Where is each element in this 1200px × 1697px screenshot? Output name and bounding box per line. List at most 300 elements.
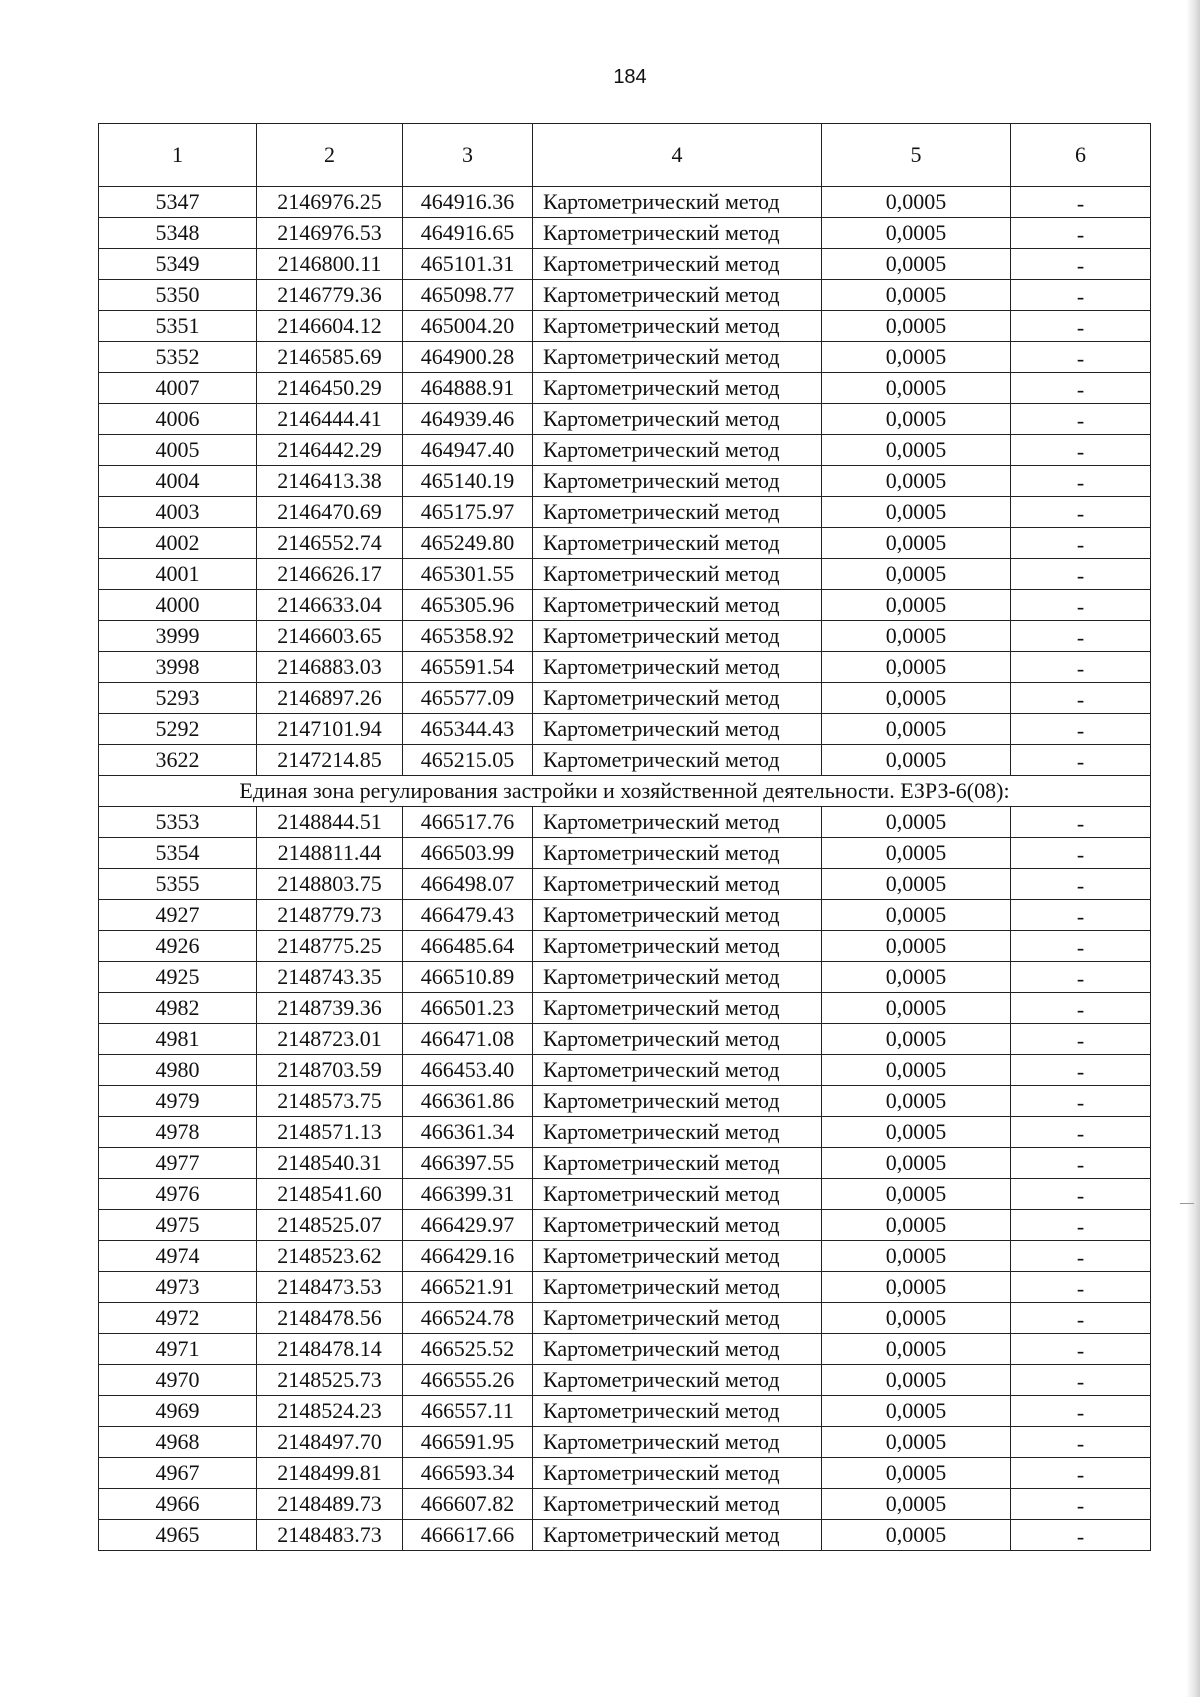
y-coordinate-cell: 465098.77: [403, 280, 533, 311]
note-cell: [1011, 1334, 1151, 1365]
dash-mark: -: [1076, 1245, 1085, 1270]
table-row: [99, 838, 1151, 869]
point-number-cell: 4007: [99, 373, 257, 404]
point-number-cell: 5351: [99, 311, 257, 342]
dash-mark: -: [1076, 377, 1085, 402]
dash-mark: -: [1076, 1183, 1085, 1208]
y-coordinate-cell: 465004.20: [403, 311, 533, 342]
point-number-cell: 3622: [99, 745, 257, 776]
accuracy-cell: 0,0005: [822, 807, 1011, 838]
accuracy-cell: 0,0005: [822, 1458, 1011, 1489]
table-row: [99, 187, 1151, 218]
method-cell: Картометрический метод: [533, 1520, 822, 1551]
note-cell: [1011, 1272, 1151, 1303]
method-cell: Картометрический метод: [533, 683, 822, 714]
y-coordinate-cell: 464916.65: [403, 218, 533, 249]
point-number-cell: 4925: [99, 962, 257, 993]
accuracy-cell: 0,0005: [822, 435, 1011, 466]
dash-mark: -: [1076, 532, 1085, 557]
table-row: [99, 404, 1151, 435]
table-row: [99, 466, 1151, 497]
accuracy-cell: 0,0005: [822, 1396, 1011, 1427]
table-row: [99, 1365, 1151, 1396]
y-coordinate-cell: 465140.19: [403, 466, 533, 497]
x-coordinate-cell: 2147214.85: [257, 745, 403, 776]
accuracy-cell: 0,0005: [822, 342, 1011, 373]
header-col-3: 3: [403, 124, 533, 187]
x-coordinate-cell: 2148844.51: [257, 807, 403, 838]
accuracy-cell: 0,0005: [822, 1272, 1011, 1303]
y-coordinate-cell: 466479.43: [403, 900, 533, 931]
method-cell: Картометрический метод: [533, 1458, 822, 1489]
dash-mark: -: [1076, 1431, 1085, 1456]
method-cell: Картометрический метод: [533, 280, 822, 311]
accuracy-cell: 0,0005: [822, 497, 1011, 528]
accuracy-cell: 0,0005: [822, 745, 1011, 776]
x-coordinate-cell: 2148541.60: [257, 1179, 403, 1210]
y-coordinate-cell: 464947.40: [403, 435, 533, 466]
method-cell: Картометрический метод: [533, 528, 822, 559]
table-row: [99, 1179, 1151, 1210]
note-cell: [1011, 1024, 1151, 1055]
dash-mark: -: [1076, 253, 1085, 278]
x-coordinate-cell: 2148478.56: [257, 1303, 403, 1334]
note-cell: [1011, 497, 1151, 528]
dash-mark: -: [1076, 687, 1085, 712]
note-cell: [1011, 404, 1151, 435]
note-cell: [1011, 621, 1151, 652]
y-coordinate-cell: 465591.54: [403, 652, 533, 683]
accuracy-cell: 0,0005: [822, 993, 1011, 1024]
y-coordinate-cell: 466555.26: [403, 1365, 533, 1396]
point-number-cell: 4001: [99, 559, 257, 590]
note-cell: [1011, 714, 1151, 745]
method-cell: Картометрический метод: [533, 466, 822, 497]
y-coordinate-cell: 466485.64: [403, 931, 533, 962]
dash-mark: -: [1076, 811, 1085, 836]
accuracy-cell: 0,0005: [822, 373, 1011, 404]
accuracy-cell: 0,0005: [822, 1148, 1011, 1179]
accuracy-cell: 0,0005: [822, 528, 1011, 559]
method-cell: Картометрический метод: [533, 652, 822, 683]
x-coordinate-cell: 2148571.13: [257, 1117, 403, 1148]
table-row: [99, 528, 1151, 559]
note-cell: [1011, 1303, 1151, 1334]
table-row: [99, 1396, 1151, 1427]
note-cell: [1011, 528, 1151, 559]
table-row: [99, 280, 1151, 311]
method-cell: Картометрический метод: [533, 745, 822, 776]
note-cell: [1011, 1520, 1151, 1551]
note-cell: [1011, 373, 1151, 404]
point-number-cell: 4979: [99, 1086, 257, 1117]
accuracy-cell: 0,0005: [822, 1024, 1011, 1055]
dash-mark: -: [1076, 439, 1085, 464]
dash-mark: -: [1076, 315, 1085, 340]
dash-mark: -: [1076, 1462, 1085, 1487]
table-row: [99, 745, 1151, 776]
x-coordinate-cell: 2148779.73: [257, 900, 403, 931]
x-coordinate-cell: 2146450.29: [257, 373, 403, 404]
dash-mark: -: [1076, 1028, 1085, 1053]
x-coordinate-cell: 2147101.94: [257, 714, 403, 745]
x-coordinate-cell: 2148803.75: [257, 869, 403, 900]
x-coordinate-cell: 2146883.03: [257, 652, 403, 683]
point-number-cell: 4981: [99, 1024, 257, 1055]
x-coordinate-cell: 2148525.73: [257, 1365, 403, 1396]
table-body-part2: [99, 807, 1151, 1551]
accuracy-cell: 0,0005: [822, 931, 1011, 962]
x-coordinate-cell: 2148524.23: [257, 1396, 403, 1427]
note-cell: [1011, 993, 1151, 1024]
accuracy-cell: 0,0005: [822, 218, 1011, 249]
note-cell: [1011, 931, 1151, 962]
table-row: [99, 931, 1151, 962]
table-row: [99, 1272, 1151, 1303]
point-number-cell: 5353: [99, 807, 257, 838]
table-row: [99, 342, 1151, 373]
section-block: [99, 776, 1151, 807]
table-row: [99, 993, 1151, 1024]
accuracy-cell: 0,0005: [822, 1055, 1011, 1086]
table-row: [99, 497, 1151, 528]
method-cell: Картометрический метод: [533, 807, 822, 838]
dash-mark: -: [1076, 408, 1085, 433]
dash-mark: -: [1076, 718, 1085, 743]
y-coordinate-cell: 465215.05: [403, 745, 533, 776]
point-number-cell: 4970: [99, 1365, 257, 1396]
accuracy-cell: 0,0005: [822, 1241, 1011, 1272]
x-coordinate-cell: 2146470.69: [257, 497, 403, 528]
table-row: [99, 1024, 1151, 1055]
method-cell: Картометрический метод: [533, 1303, 822, 1334]
method-cell: Картометрический метод: [533, 931, 822, 962]
accuracy-cell: 0,0005: [822, 559, 1011, 590]
table-row: [99, 1086, 1151, 1117]
point-number-cell: 4975: [99, 1210, 257, 1241]
accuracy-cell: 0,0005: [822, 590, 1011, 621]
dash-mark: -: [1076, 1369, 1085, 1394]
method-cell: Картометрический метод: [533, 342, 822, 373]
x-coordinate-cell: 2148540.31: [257, 1148, 403, 1179]
method-cell: Картометрический метод: [533, 218, 822, 249]
method-cell: Картометрический метод: [533, 373, 822, 404]
dash-mark: -: [1076, 1214, 1085, 1239]
y-coordinate-cell: 464900.28: [403, 342, 533, 373]
point-number-cell: 4968: [99, 1427, 257, 1458]
accuracy-cell: 0,0005: [822, 1334, 1011, 1365]
note-cell: [1011, 683, 1151, 714]
dash-mark: -: [1076, 842, 1085, 867]
accuracy-cell: 0,0005: [822, 466, 1011, 497]
y-coordinate-cell: 464888.91: [403, 373, 533, 404]
method-cell: Картометрический метод: [533, 497, 822, 528]
dash-mark: -: [1076, 1524, 1085, 1549]
dash-mark: -: [1076, 470, 1085, 495]
table-header: [99, 124, 1151, 187]
table-row: [99, 714, 1151, 745]
point-number-cell: 4973: [99, 1272, 257, 1303]
method-cell: Картометрический метод: [533, 249, 822, 280]
point-number-cell: 5354: [99, 838, 257, 869]
x-coordinate-cell: 2148811.44: [257, 838, 403, 869]
dash-mark: -: [1076, 222, 1085, 247]
x-coordinate-cell: 2146585.69: [257, 342, 403, 373]
x-coordinate-cell: 2146626.17: [257, 559, 403, 590]
y-coordinate-cell: 465101.31: [403, 249, 533, 280]
y-coordinate-cell: 466510.89: [403, 962, 533, 993]
method-cell: Картометрический метод: [533, 1148, 822, 1179]
y-coordinate-cell: 466429.97: [403, 1210, 533, 1241]
method-cell: Картометрический метод: [533, 714, 822, 745]
method-cell: Картометрический метод: [533, 311, 822, 342]
accuracy-cell: 0,0005: [822, 683, 1011, 714]
table-row: [99, 652, 1151, 683]
method-cell: Картометрический метод: [533, 590, 822, 621]
x-coordinate-cell: 2148573.75: [257, 1086, 403, 1117]
note-cell: [1011, 1396, 1151, 1427]
note-cell: [1011, 1365, 1151, 1396]
point-number-cell: 4006: [99, 404, 257, 435]
method-cell: Картометрический метод: [533, 187, 822, 218]
note-cell: [1011, 652, 1151, 683]
point-number-cell: 4982: [99, 993, 257, 1024]
point-number-cell: 3998: [99, 652, 257, 683]
x-coordinate-cell: 2148473.53: [257, 1272, 403, 1303]
note-cell: [1011, 466, 1151, 497]
point-number-cell: 4974: [99, 1241, 257, 1272]
dash-mark: -: [1076, 1493, 1085, 1518]
point-number-cell: 4971: [99, 1334, 257, 1365]
note-cell: [1011, 1241, 1151, 1272]
y-coordinate-cell: 465358.92: [403, 621, 533, 652]
dash-mark: -: [1076, 997, 1085, 1022]
note-cell: [1011, 1148, 1151, 1179]
y-coordinate-cell: 466361.86: [403, 1086, 533, 1117]
accuracy-cell: 0,0005: [822, 249, 1011, 280]
y-coordinate-cell: 466429.16: [403, 1241, 533, 1272]
accuracy-cell: 0,0005: [822, 187, 1011, 218]
method-cell: Картометрический метод: [533, 1272, 822, 1303]
table-row: [99, 1148, 1151, 1179]
point-number-cell: 4967: [99, 1458, 257, 1489]
point-number-cell: 5347: [99, 187, 257, 218]
accuracy-cell: 0,0005: [822, 838, 1011, 869]
table-row: [99, 621, 1151, 652]
note-cell: [1011, 1458, 1151, 1489]
table-body-part1: [99, 187, 1151, 776]
accuracy-cell: 0,0005: [822, 311, 1011, 342]
method-cell: Картометрический метод: [533, 1396, 822, 1427]
accuracy-cell: 0,0005: [822, 621, 1011, 652]
note-cell: [1011, 1055, 1151, 1086]
x-coordinate-cell: 2148489.73: [257, 1489, 403, 1520]
y-coordinate-cell: 465577.09: [403, 683, 533, 714]
table-row: [99, 1210, 1151, 1241]
note-cell: [1011, 249, 1151, 280]
table-row: [99, 900, 1151, 931]
y-coordinate-cell: 465301.55: [403, 559, 533, 590]
y-coordinate-cell: 466501.23: [403, 993, 533, 1024]
point-number-cell: 4004: [99, 466, 257, 497]
point-number-cell: 4002: [99, 528, 257, 559]
method-cell: Картометрический метод: [533, 962, 822, 993]
y-coordinate-cell: 466524.78: [403, 1303, 533, 1334]
x-coordinate-cell: 2146604.12: [257, 311, 403, 342]
note-cell: [1011, 745, 1151, 776]
note-cell: [1011, 869, 1151, 900]
point-number-cell: 4926: [99, 931, 257, 962]
dash-mark: -: [1076, 1152, 1085, 1177]
note-cell: [1011, 1086, 1151, 1117]
note-cell: [1011, 218, 1151, 249]
y-coordinate-cell: 466453.40: [403, 1055, 533, 1086]
x-coordinate-cell: 2148497.70: [257, 1427, 403, 1458]
y-coordinate-cell: 464916.36: [403, 187, 533, 218]
page-number: 184: [613, 66, 647, 88]
note-cell: [1011, 838, 1151, 869]
table-row: [99, 1520, 1151, 1551]
note-cell: [1011, 280, 1151, 311]
table-row: [99, 1055, 1151, 1086]
x-coordinate-cell: 2146633.04: [257, 590, 403, 621]
method-cell: Картометрический метод: [533, 1365, 822, 1396]
table-row: [99, 218, 1151, 249]
y-coordinate-cell: 465249.80: [403, 528, 533, 559]
x-coordinate-cell: 2146442.29: [257, 435, 403, 466]
x-coordinate-cell: 2148743.35: [257, 962, 403, 993]
x-coordinate-cell: 2148723.01: [257, 1024, 403, 1055]
accuracy-cell: 0,0005: [822, 869, 1011, 900]
point-number-cell: 5293: [99, 683, 257, 714]
note-cell: [1011, 1427, 1151, 1458]
x-coordinate-cell: 2146897.26: [257, 683, 403, 714]
note-cell: [1011, 1210, 1151, 1241]
x-coordinate-cell: 2146976.53: [257, 218, 403, 249]
method-cell: Картометрический метод: [533, 1489, 822, 1520]
x-coordinate-cell: 2148525.07: [257, 1210, 403, 1241]
accuracy-cell: 0,0005: [822, 652, 1011, 683]
y-coordinate-cell: 466503.99: [403, 838, 533, 869]
method-cell: Картометрический метод: [533, 1334, 822, 1365]
y-coordinate-cell: 466557.11: [403, 1396, 533, 1427]
dash-mark: -: [1076, 749, 1085, 774]
method-cell: Картометрический метод: [533, 869, 822, 900]
note-cell: [1011, 1489, 1151, 1520]
table-row: [99, 590, 1151, 621]
dash-mark: -: [1076, 1059, 1085, 1084]
point-number-cell: 5350: [99, 280, 257, 311]
table-row: [99, 683, 1151, 714]
y-coordinate-cell: 466525.52: [403, 1334, 533, 1365]
dash-mark: -: [1076, 1338, 1085, 1363]
method-cell: Картометрический метод: [533, 1055, 822, 1086]
dash-mark: -: [1076, 966, 1085, 991]
x-coordinate-cell: 2148523.62: [257, 1241, 403, 1272]
method-cell: Картометрический метод: [533, 838, 822, 869]
y-coordinate-cell: 464939.46: [403, 404, 533, 435]
dash-mark: -: [1076, 346, 1085, 371]
section-row: [99, 776, 1151, 807]
point-number-cell: 4969: [99, 1396, 257, 1427]
table-row: [99, 1427, 1151, 1458]
accuracy-cell: 0,0005: [822, 962, 1011, 993]
table-row: [99, 559, 1151, 590]
table-row: [99, 373, 1151, 404]
table-row: [99, 1489, 1151, 1520]
dash-mark: -: [1076, 501, 1085, 526]
x-coordinate-cell: 2148478.14: [257, 1334, 403, 1365]
dash-mark: -: [1076, 191, 1085, 216]
accuracy-cell: 0,0005: [822, 714, 1011, 745]
point-number-cell: 5355: [99, 869, 257, 900]
table-row: [99, 869, 1151, 900]
scan-edge-mark: [1180, 1203, 1194, 1204]
dash-mark: -: [1076, 594, 1085, 619]
accuracy-cell: 0,0005: [822, 1427, 1011, 1458]
accuracy-cell: 0,0005: [822, 1365, 1011, 1396]
point-number-cell: 5292: [99, 714, 257, 745]
method-cell: Картометрический метод: [533, 621, 822, 652]
accuracy-cell: 0,0005: [822, 1179, 1011, 1210]
note-cell: [1011, 1117, 1151, 1148]
header-col-4: 4: [533, 124, 822, 187]
table-row: [99, 311, 1151, 342]
method-cell: Картометрический метод: [533, 900, 822, 931]
method-cell: Картометрический метод: [533, 993, 822, 1024]
x-coordinate-cell: 2146800.11: [257, 249, 403, 280]
y-coordinate-cell: 466517.76: [403, 807, 533, 838]
accuracy-cell: 0,0005: [822, 1086, 1011, 1117]
method-cell: Картометрический метод: [533, 559, 822, 590]
point-number-cell: 4980: [99, 1055, 257, 1086]
note-cell: [1011, 962, 1151, 993]
table-row: [99, 1241, 1151, 1272]
coordinates-table: [98, 123, 1151, 1551]
method-cell: Картометрический метод: [533, 1024, 822, 1055]
accuracy-cell: 0,0005: [822, 1117, 1011, 1148]
note-cell: [1011, 187, 1151, 218]
note-cell: [1011, 900, 1151, 931]
note-cell: [1011, 342, 1151, 373]
dash-mark: -: [1076, 873, 1085, 898]
table-row: [99, 807, 1151, 838]
method-cell: Картометрический метод: [533, 1086, 822, 1117]
table-row: [99, 1117, 1151, 1148]
method-cell: Картометрический метод: [533, 435, 822, 466]
method-cell: Картометрический метод: [533, 1117, 822, 1148]
x-coordinate-cell: 2146444.41: [257, 404, 403, 435]
dash-mark: -: [1076, 904, 1085, 929]
y-coordinate-cell: 466617.66: [403, 1520, 533, 1551]
note-cell: [1011, 559, 1151, 590]
point-number-cell: 5349: [99, 249, 257, 280]
table-row: [99, 962, 1151, 993]
table-row: [99, 1334, 1151, 1365]
accuracy-cell: 0,0005: [822, 1303, 1011, 1334]
method-cell: Картометрический метод: [533, 1210, 822, 1241]
x-coordinate-cell: 2148483.73: [257, 1520, 403, 1551]
dash-mark: -: [1076, 284, 1085, 309]
dash-mark: -: [1076, 563, 1085, 588]
scan-edge: [1186, 0, 1200, 1697]
header-col-6: 6: [1011, 124, 1151, 187]
point-number-cell: 3999: [99, 621, 257, 652]
method-cell: Картометрический метод: [533, 1241, 822, 1272]
y-coordinate-cell: 466399.31: [403, 1179, 533, 1210]
method-cell: Картометрический метод: [533, 1179, 822, 1210]
point-number-cell: 4966: [99, 1489, 257, 1520]
